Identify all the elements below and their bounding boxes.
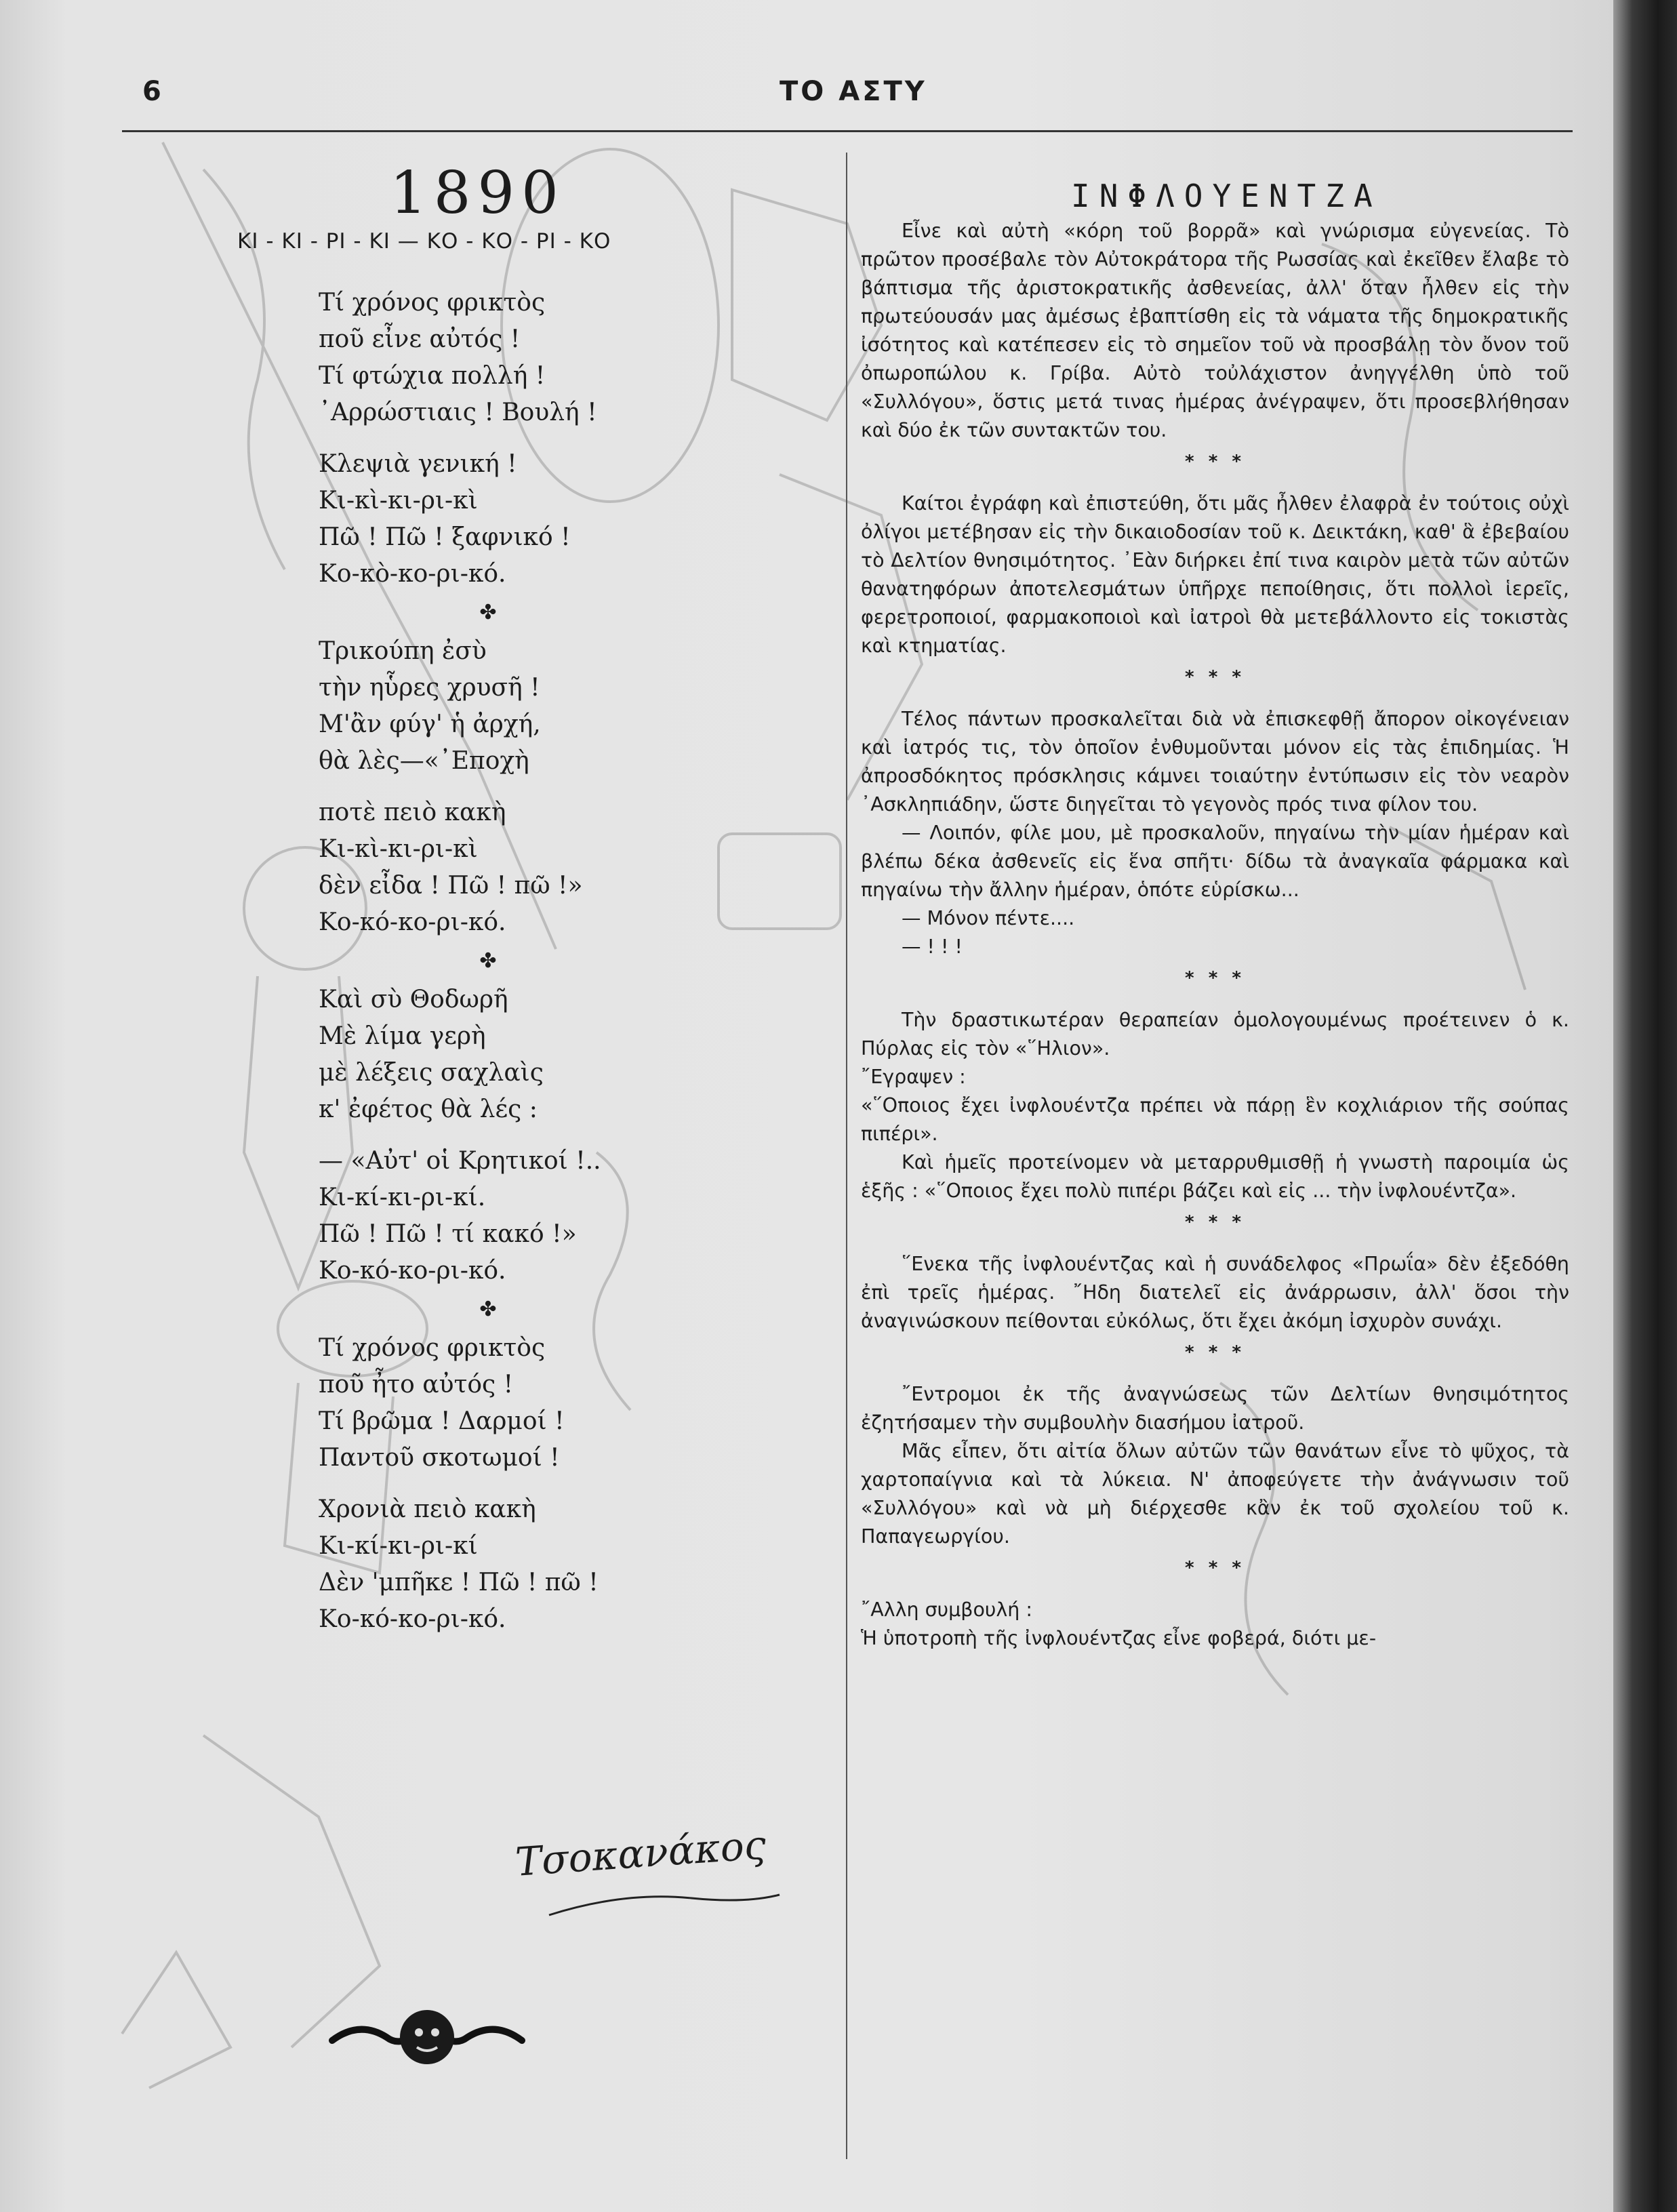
poem-stanza: [319, 1491, 725, 1638]
article-paragraph: ῞Ενεκα τῆς ἰνφλουέντζας καὶ ἡ συνάδελφος «Πρωΐα» δὲν ἐξεδόθη ἐπὶ τρεῖς ἡμέρας. ῎Ηδη διατελεῖ εἰς ἀνάρρωσιν, ἀλλ' ὅσοι τὴν ἀναγινώσκουν πείθονται εὐκόλως, ὅτι ἔχει ἀκόμη ἰσχυρὸν συνάχι.: [861, 1253, 1569, 1332]
poem-line: Κο-κό-κο-ρι-κό.: [319, 1257, 506, 1285]
poem-line: Καὶ σὺ Θοδωρῆ: [319, 986, 508, 1013]
article-body: [861, 217, 1569, 1653]
article-paragraph: ῎Αλλη συμβουλή :: [861, 1598, 1032, 1621]
article-paragraph: Μᾶς εἶπεν, ὅτι αἰτία ὅλων αὐτῶν τῶν θανάτων εἶνε τὸ ψῦχος, τὰ χαρτοπαίγνια καὶ τὰ λύκεια. Ν' ἀποφεύγετε τὴν ἀνάγνωσιν τοῦ «Συλλόγου» καὶ νὰ μὴ διέρχεσθε κἂν ἐκ τοῦ σχολείου τοῦ κ. Παπαγεωργίου.: [861, 1440, 1569, 1548]
poem: [319, 285, 725, 1638]
article-paragraph: ῎Εντρομοι ἐκ τῆς ἀναγνώσεως τῶν Δελτίων θνησιμότητος ἐζητήσαμεν τὴν συμβουλὴν διασήμου ἰατροῦ.: [861, 1383, 1569, 1434]
section-separator: * * *: [1185, 1342, 1245, 1363]
ornament-icon: ✤: [479, 949, 497, 973]
poem-line: Τί χρόνος φρικτὸς: [319, 289, 546, 317]
poem-line: μὲ λέξεις σαχλαὶς: [319, 1059, 544, 1087]
article-paragraph: Καίτοι ἐγράφη καὶ ἐπιστεύθη, ὅτι μᾶς ἦλθεν ἐλαφρὰ ἐν τούτοις οὐχὶ ὀλίγοι μετέβησαν εἰς τὴν δικαιοδοσίαν τοῦ κ. Δεικτάκη, καθ' ἃ ἐβεβαίου τὸ Δελτίον θνησιμότητος. ᾿Εὰν διήρκει ἐπί τινα καιρὸν μετὰ τῶν αὐτῶν θανατηφόρων ἀποτελεσμάτων ὑπῆρχε πεποίθησις, ὅτι πολλοὶ ἱερεῖς, φερετροποιοί, φαρμακοποιοὶ καὶ ἰατροὶ θὰ μετεβάλλοντο εἰς τοκιστὰς καὶ κτηματίας.: [861, 492, 1569, 657]
tailpiece-ornament-icon: [325, 2000, 529, 2074]
section-separator: * * *: [1185, 1558, 1245, 1578]
poem-line: Κλεψιὰ γενική !: [319, 450, 517, 478]
poem-line: Παντοῦ σκοτωμοί !: [319, 1444, 560, 1472]
poem-line: Κι-κὶ-κι-ρι-κὶ: [319, 835, 478, 863]
section-separator: * * *: [1185, 451, 1245, 472]
poem-line: θὰ λὲς—«᾿Εποχὴ: [319, 747, 529, 775]
poem-line: Μὲ λίμα γερὴ: [319, 1022, 486, 1050]
poem-stanza: [319, 795, 725, 941]
article-paragraph: Εἶνε καὶ αὐτὴ «κόρη τοῦ βορρᾶ» καὶ γνώρισμα εὐγενείας. Τὸ πρῶτον προσέβαλε τὸν Αὐτοκράτορα τῆς Ρωσσίας καὶ ἐκεῖθεν ἔλαβε τὸ βάπτισμα τῆς ἀριστοκρατικῆς ἀσθενείας, ἀλλ' ὅταν ἦλθεν εἰς τὴν πρωτεύουσάν μας ἀμέσως ἐβαπτίσθη εἰς τὰ νάματα τῆς δημοκρατικῆς ἰσότητος καὶ κατέπεσεν εἰς τὸ σημεῖον τοῦ νὰ προσβάλῃ τὸν ὄνον τοῦ ὀπωροπώλου κ. Γρίβα. Αὐτὸ τοὐλάχιστον ἀνηγγέλθη ὑπὸ τοῦ «Συλλόγου», ὅστις μετά τινας ἡμέρας ἀνέγραψεν, ὅτι προσεβλήθησαν καὶ δύο ἐκ τῶν συντακτῶν του.: [861, 220, 1569, 441]
section-separator: * * *: [1185, 667, 1245, 687]
poem-line: δὲν εἶδα ! Πῶ ! πῶ !»: [319, 872, 583, 900]
column-divider: [846, 153, 847, 2159]
section-separator: * * *: [1185, 1212, 1245, 1232]
poem-stanza: [319, 285, 725, 431]
poem-line: ποτὲ πειὸ κακὴ: [319, 799, 506, 826]
poem-line: Χρονιὰ πειὸ κακὴ: [319, 1495, 536, 1523]
poem-stanza: [319, 1330, 725, 1476]
ornament-icon: ✤: [479, 601, 497, 624]
poem-stanza: [319, 446, 725, 592]
poem-line: τὴν ηὗρες χρυσῆ !: [319, 674, 540, 702]
poem-stanza: [319, 633, 725, 780]
poem-stanza: [319, 1143, 725, 1289]
poem-line: Πῶ ! Πῶ ! ξαφνικό !: [319, 523, 571, 551]
poem-subtitle: ΚΙ - ΚΙ - ΡΙ - ΚΙ — ΚΟ - ΚΟ - ΡΙ - ΚΟ: [237, 229, 611, 254]
ornament-icon: ✤: [479, 1298, 497, 1321]
author-signature: Τσοκανάκος: [514, 1822, 768, 1885]
binding-spine: [1613, 0, 1677, 2212]
poem-line: Τρικούπη ἐσὺ: [319, 637, 487, 665]
poem-line: Πῶ ! Πῶ ! τί κακό !»: [319, 1220, 577, 1248]
poem-line: Κι-κί-κι-ρι-κί: [319, 1532, 478, 1560]
section-separator: * * *: [1185, 968, 1245, 988]
poem-line: Κι-κὶ-κι-ρι-κὶ: [319, 487, 478, 515]
article-title: ΙΝΦΛΟΥΕΝΤΖΑ: [1071, 178, 1382, 214]
article-paragraph: ῎Εγραψεν :: [861, 1066, 966, 1088]
poem-line: ποῦ εἶνε αὐτός !: [319, 325, 521, 353]
article-paragraph: Τὴν δραστικωτέραν θεραπείαν ὁμολογουμένως προέτεινεν ὁ κ. Πύρλας εἰς τὸν «῞Ηλιον».: [861, 1009, 1569, 1060]
poem-line: ποῦ ἦτο αὐτός !: [319, 1371, 514, 1399]
dialog-line: — Λοιπόν, φίλε μου, μὲ προσκαλοῦν, πηγαίνω τὴν μίαν ἡμέραν καὶ βλέπω δέκα ἀσθενεῖς εἰς ἕνα σπῆτι· δίδω τὰ ἀναγκαῖα φάρμακα καὶ πηγαίνω τὴν ἄλλην ἡμέραν, ὁπότε εὑρίσκω...: [861, 822, 1569, 901]
article-paragraph: Ἡ ὑποτροπὴ τῆς ἰνφλουέντζας εἶνε φοβερά, διότι με-: [861, 1627, 1377, 1649]
poem-line: Κι-κί-κι-ρι-κί.: [319, 1184, 486, 1211]
header-rule: [122, 130, 1573, 132]
dialog-line: — Μόνον πέντε....: [902, 907, 1075, 929]
poem-line: — «Αὐτ' οἱ Κρητικοί !..: [319, 1147, 601, 1175]
poem-line: Τί φτώχια πολλή !: [319, 362, 546, 390]
poem-line: ᾿Αρρώστιαις ! Βουλή !: [319, 399, 597, 426]
poem-line: Κο-κὸ-κο-ρι-κό.: [319, 560, 506, 588]
dialog-line: — ! ! !: [902, 936, 963, 958]
poem-year: 1890: [390, 159, 565, 227]
article-paragraph: Καὶ ἡμεῖς προτείνομεν νὰ μεταρρυθμισθῇ ἡ γνωστὴ παροιμία ὡς ἑξῆς : «῞Οποιος ἔχει πολὺ πιπέρι βάζει καὶ εἰς ... τὴν ἰνφλουέντζα».: [861, 1151, 1569, 1202]
poem-line: κ' ἐφέτος θὰ λές :: [319, 1095, 538, 1123]
page-number: 6: [142, 76, 161, 107]
article-quote: «῞Οποιος ἔχει ἰνφλουέντζα πρέπει νὰ πάρῃ ἓν κοχλιάριον τῆς σούπας πιπέρι».: [861, 1094, 1569, 1145]
poem-line: Κο-κό-κο-ρι-κό.: [319, 1605, 506, 1633]
poem-line: Τί χρόνος φρικτὸς: [319, 1334, 546, 1362]
poem-line: Μ'ἂν φύγ' ἡ ἀρχή,: [319, 710, 541, 738]
signature-flourish: [542, 1885, 786, 1925]
poem-line: Τί βρῶμα ! Δαρμοί !: [319, 1407, 565, 1435]
poem-line: Κο-κό-κο-ρι-κό.: [319, 908, 506, 936]
poem-line: Δὲν 'μπῆκε ! Πῶ ! πῶ !: [319, 1569, 599, 1596]
article-paragraph: Τέλος πάντων προσκαλεῖται διὰ νὰ ἐπισκεφθῇ ἄπορον οἰκογένειαν καὶ ἰατρός τις, τὸν ὁποῖον ἐνθυμοῦνται μόνον εἰς τὰς ἐπιδημίας. Ἡ ἀπροσδόκητος πρόσκλησις κάμνει τοιαύτην ἐντύπωσιν εἰς τὸν νεαρὸν ᾿Ασκληπιάδην, ὥστε διηγεῖται τὸ γεγονὸς πρός τινα φίλον του.: [861, 708, 1569, 816]
poem-stanza: [319, 982, 725, 1128]
masthead: ΤΟ ΑΣΤΥ: [780, 76, 927, 107]
